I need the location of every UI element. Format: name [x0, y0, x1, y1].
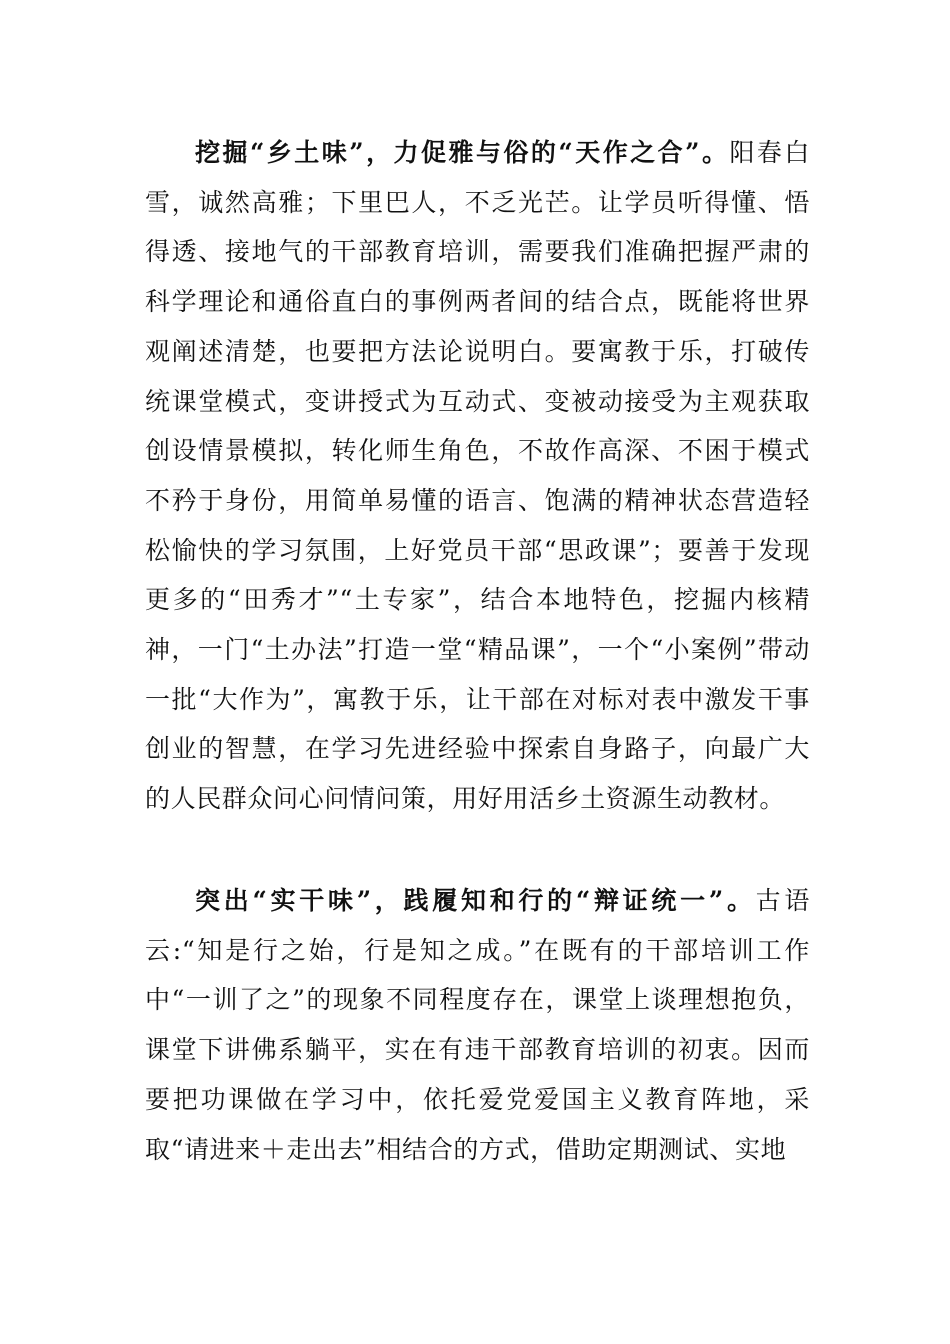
paragraph-rural-flavor [145, 128, 810, 824]
paragraph-practical-flavor [145, 876, 810, 1174]
paragraph-lead-heading: 挖掘“乡土味”，力促雅与俗的“天作之合”。 [195, 138, 730, 167]
paragraph-body-text: 古语云:“知是行之始，行是知之成。”在既有的干部培训工作中“一训了之”的现象不同程度存在，课堂上谈理想抱负，课堂下讲佛系躺平，实在有违干部教育培训的初衷。因而要把功课做在学习中，依托爱党爱国主义教育阵地，采取“请进来＋走出去”相结合的方式，借助定期测试、实地 [145, 886, 810, 1164]
paragraph-lead-heading: 突出“实干味”，践履知和行的“辩证统一”。 [195, 886, 756, 915]
paragraph-body-text: 阳春白雪，诚然高雅；下里巴人，不乏光芒。让学员听得懂、悟得透、接地气的干部教育培训，需要我们准确把握严肃的科学理论和通俗直白的事例两者间的结合点，既能将世界观阐述清楚，也要把方法论说明白。要寓教于乐，打破传统课堂模式，变讲授式为互动式、变被动接受为主观获取创设情景模拟，转化师生角色，不故作高深、不困于模式不矜于身份，用简单易懂的语言、饱满的精神状态营造轻松愉快的学习氛围，上好党员干部“思政课”；要善于发现更多的“田秀才”“土专家”，结合本地特色，挖掘内核精神，一门“土办法”打造一堂“精品课”，一个“小案例”带动一批“大作为”，寓教于乐，让干部在对标对表中激发干事创业的智慧，在学习先进经验中探索自身路子，向最广大的人民群众问心问情问策，用好用活乡土资源生动教材。 [145, 138, 810, 814]
